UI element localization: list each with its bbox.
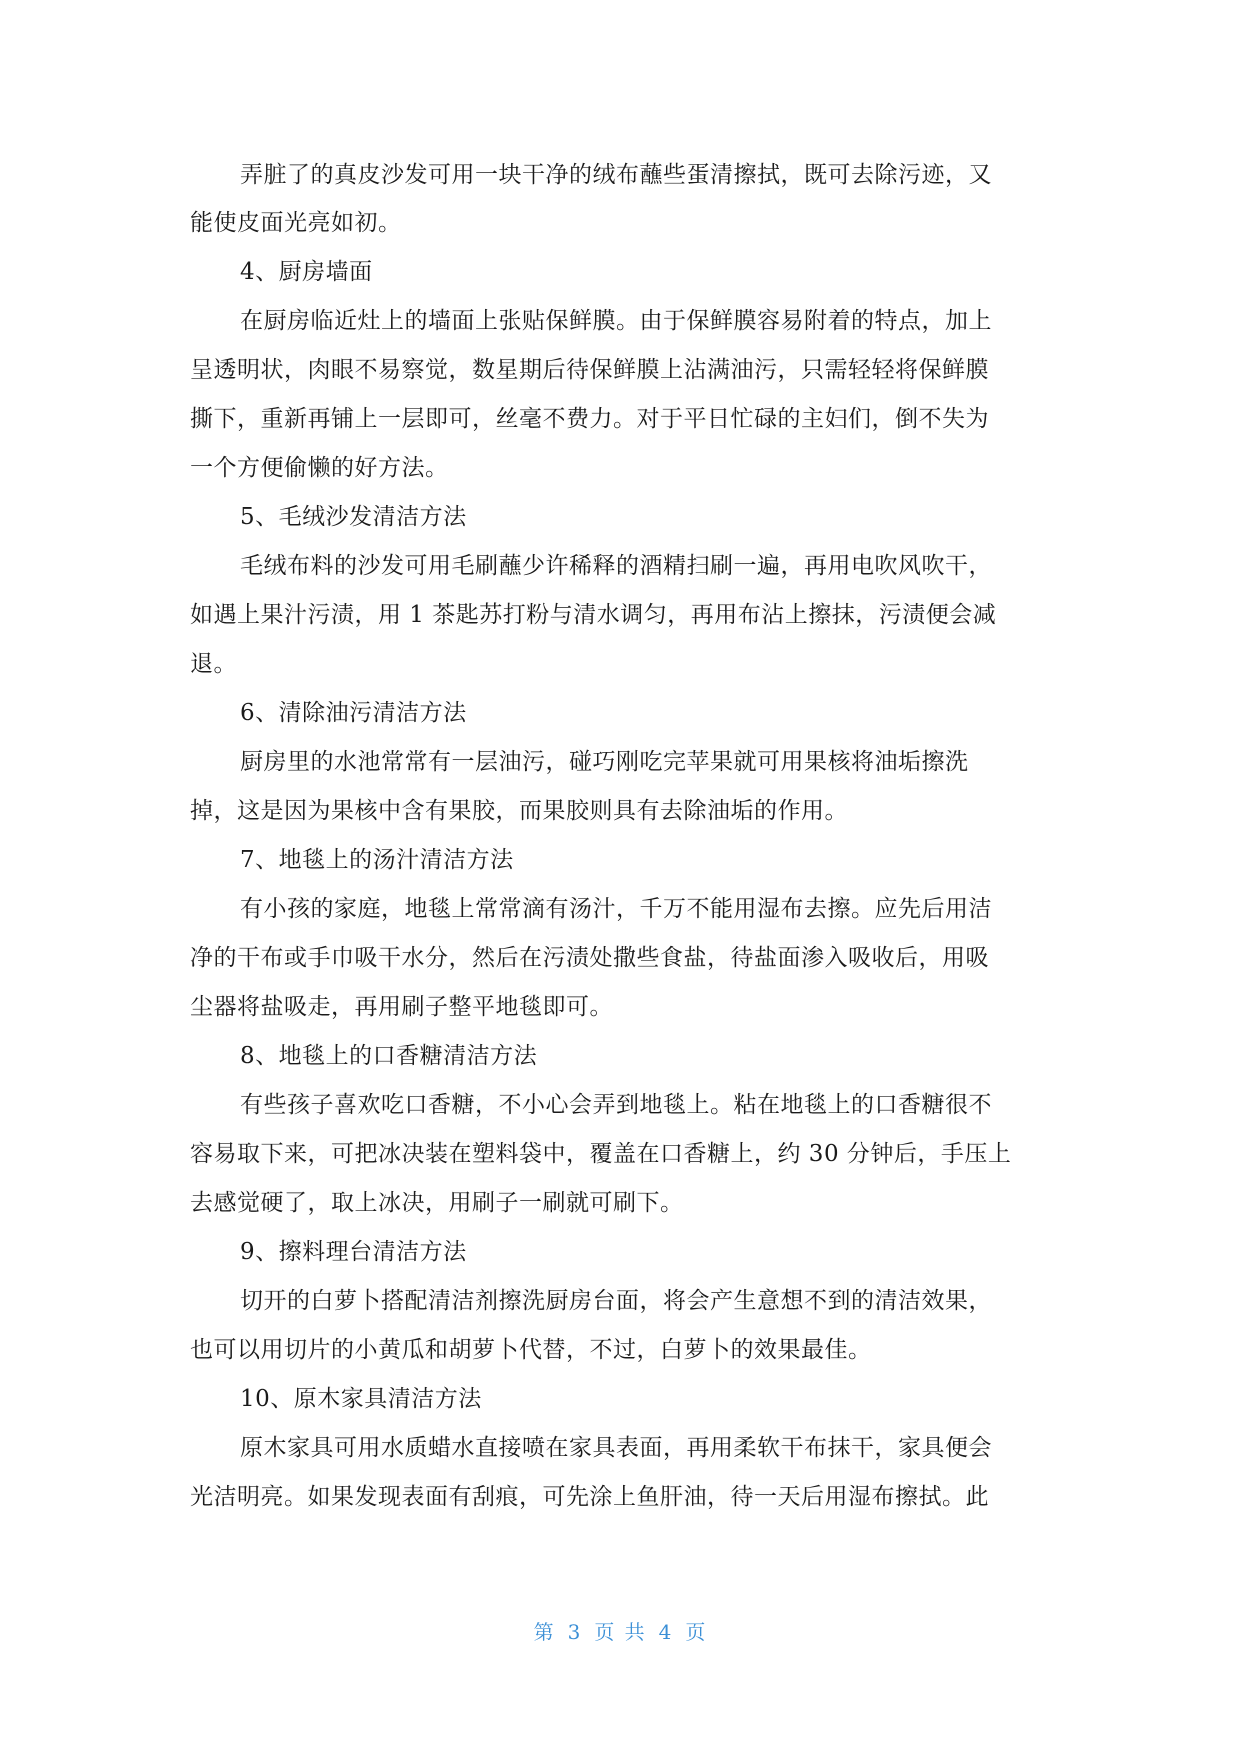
paragraph-line: 光洁明亮。如果发现表面有刮痕，可先涂上鱼肝油，待一天后用湿布擦拭。此 (190, 1484, 989, 1510)
paragraph-line: 尘器将盐吸走，再用刷子整平地毯即可。 (190, 994, 613, 1020)
paragraph-line: 有些孩子喜欢吃口香糖，不小心会弄到地毯上。粘在地毯上的口香糖很不 (240, 1092, 992, 1118)
footer-prefix: 第 (533, 1620, 556, 1644)
footer-suffix: 页 (685, 1620, 708, 1644)
paragraph-line: 如遇上果汁污渍，用 1 茶匙苏打粉与清水调匀，再用布沾上擦抹，污渍便会减 (190, 602, 997, 628)
paragraph-line: 厨房里的水池常常有一层油污，碰巧刚吃完苹果就可用果核将油垢擦洗 (240, 749, 969, 775)
paragraph-line: 在厨房临近灶上的墙面上张贴保鲜膜。由于保鲜膜容易附着的特点，加上 (240, 308, 992, 334)
section-heading: 8、地毯上的口香糖清洁方法 (240, 1043, 538, 1069)
paragraph-line: 呈透明状，肉眼不易察觉，数星期后待保鲜膜上沾满油污，只需轻轻将保鲜膜 (190, 357, 989, 383)
paragraph-line: 容易取下来，可把冰决装在塑料袋中，覆盖在口香糖上，约 30 分钟后，手压上 (190, 1141, 1012, 1167)
paragraph-line: 有小孩的家庭，地毯上常常滴有汤汁，千万不能用湿布去擦。应先后用洁 (240, 896, 992, 922)
paragraph-line: 弄脏了的真皮沙发可用一块干净的绒布蘸些蛋清擦拭，既可去除污迹，又 (240, 162, 992, 188)
paragraph-line: 毛绒布料的沙发可用毛刷蘸少许稀释的酒精扫刷一遍，再用电吹风吹干， (240, 553, 992, 579)
current-page-number: 3 (567, 1620, 583, 1644)
paragraph-line: 掉，这是因为果核中含有果胶，而果胶则具有去除油垢的作用。 (190, 798, 848, 824)
paragraph-line: 去感觉硬了，取上冰决，用刷子一刷就可刷下。 (190, 1190, 684, 1216)
paragraph-line: 原木家具可用水质蜡水直接喷在家具表面，再用柔软干布抹干，家具便会 (240, 1435, 992, 1461)
paragraph-line: 能使皮面光亮如初。 (190, 210, 402, 236)
paragraph-line: 切开的白萝卜搭配清洁剂擦洗厨房台面，将会产生意想不到的清洁效果， (240, 1288, 992, 1314)
section-heading: 10、原木家具清洁方法 (240, 1386, 482, 1412)
footer-middle: 页 共 (594, 1620, 647, 1644)
section-heading: 5、毛绒沙发清洁方法 (240, 504, 467, 530)
paragraph-line: 撕下，重新再铺上一层即可，丝毫不费力。对于平日忙碌的主妇们，倒不失为 (190, 406, 989, 432)
section-heading: 9、擦料理台清洁方法 (240, 1239, 467, 1265)
paragraph-line: 也可以用切片的小黄瓜和胡萝卜代替，不过，白萝卜的效果最佳。 (190, 1337, 872, 1363)
section-heading: 6、清除油污清洁方法 (240, 700, 467, 726)
paragraph-line: 净的干布或手巾吸干水分，然后在污渍处撒些食盐，待盐面渗入吸收后，用吸 (190, 945, 989, 971)
paragraph-line: 一个方便偷懒的好方法。 (190, 455, 449, 481)
section-heading: 4、厨房墙面 (240, 259, 373, 285)
page-footer (0, 1616, 1241, 1645)
section-heading: 7、地毯上的汤汁清洁方法 (240, 847, 514, 873)
paragraph-line: 退。 (190, 651, 237, 677)
total-page-number: 4 (658, 1620, 674, 1644)
